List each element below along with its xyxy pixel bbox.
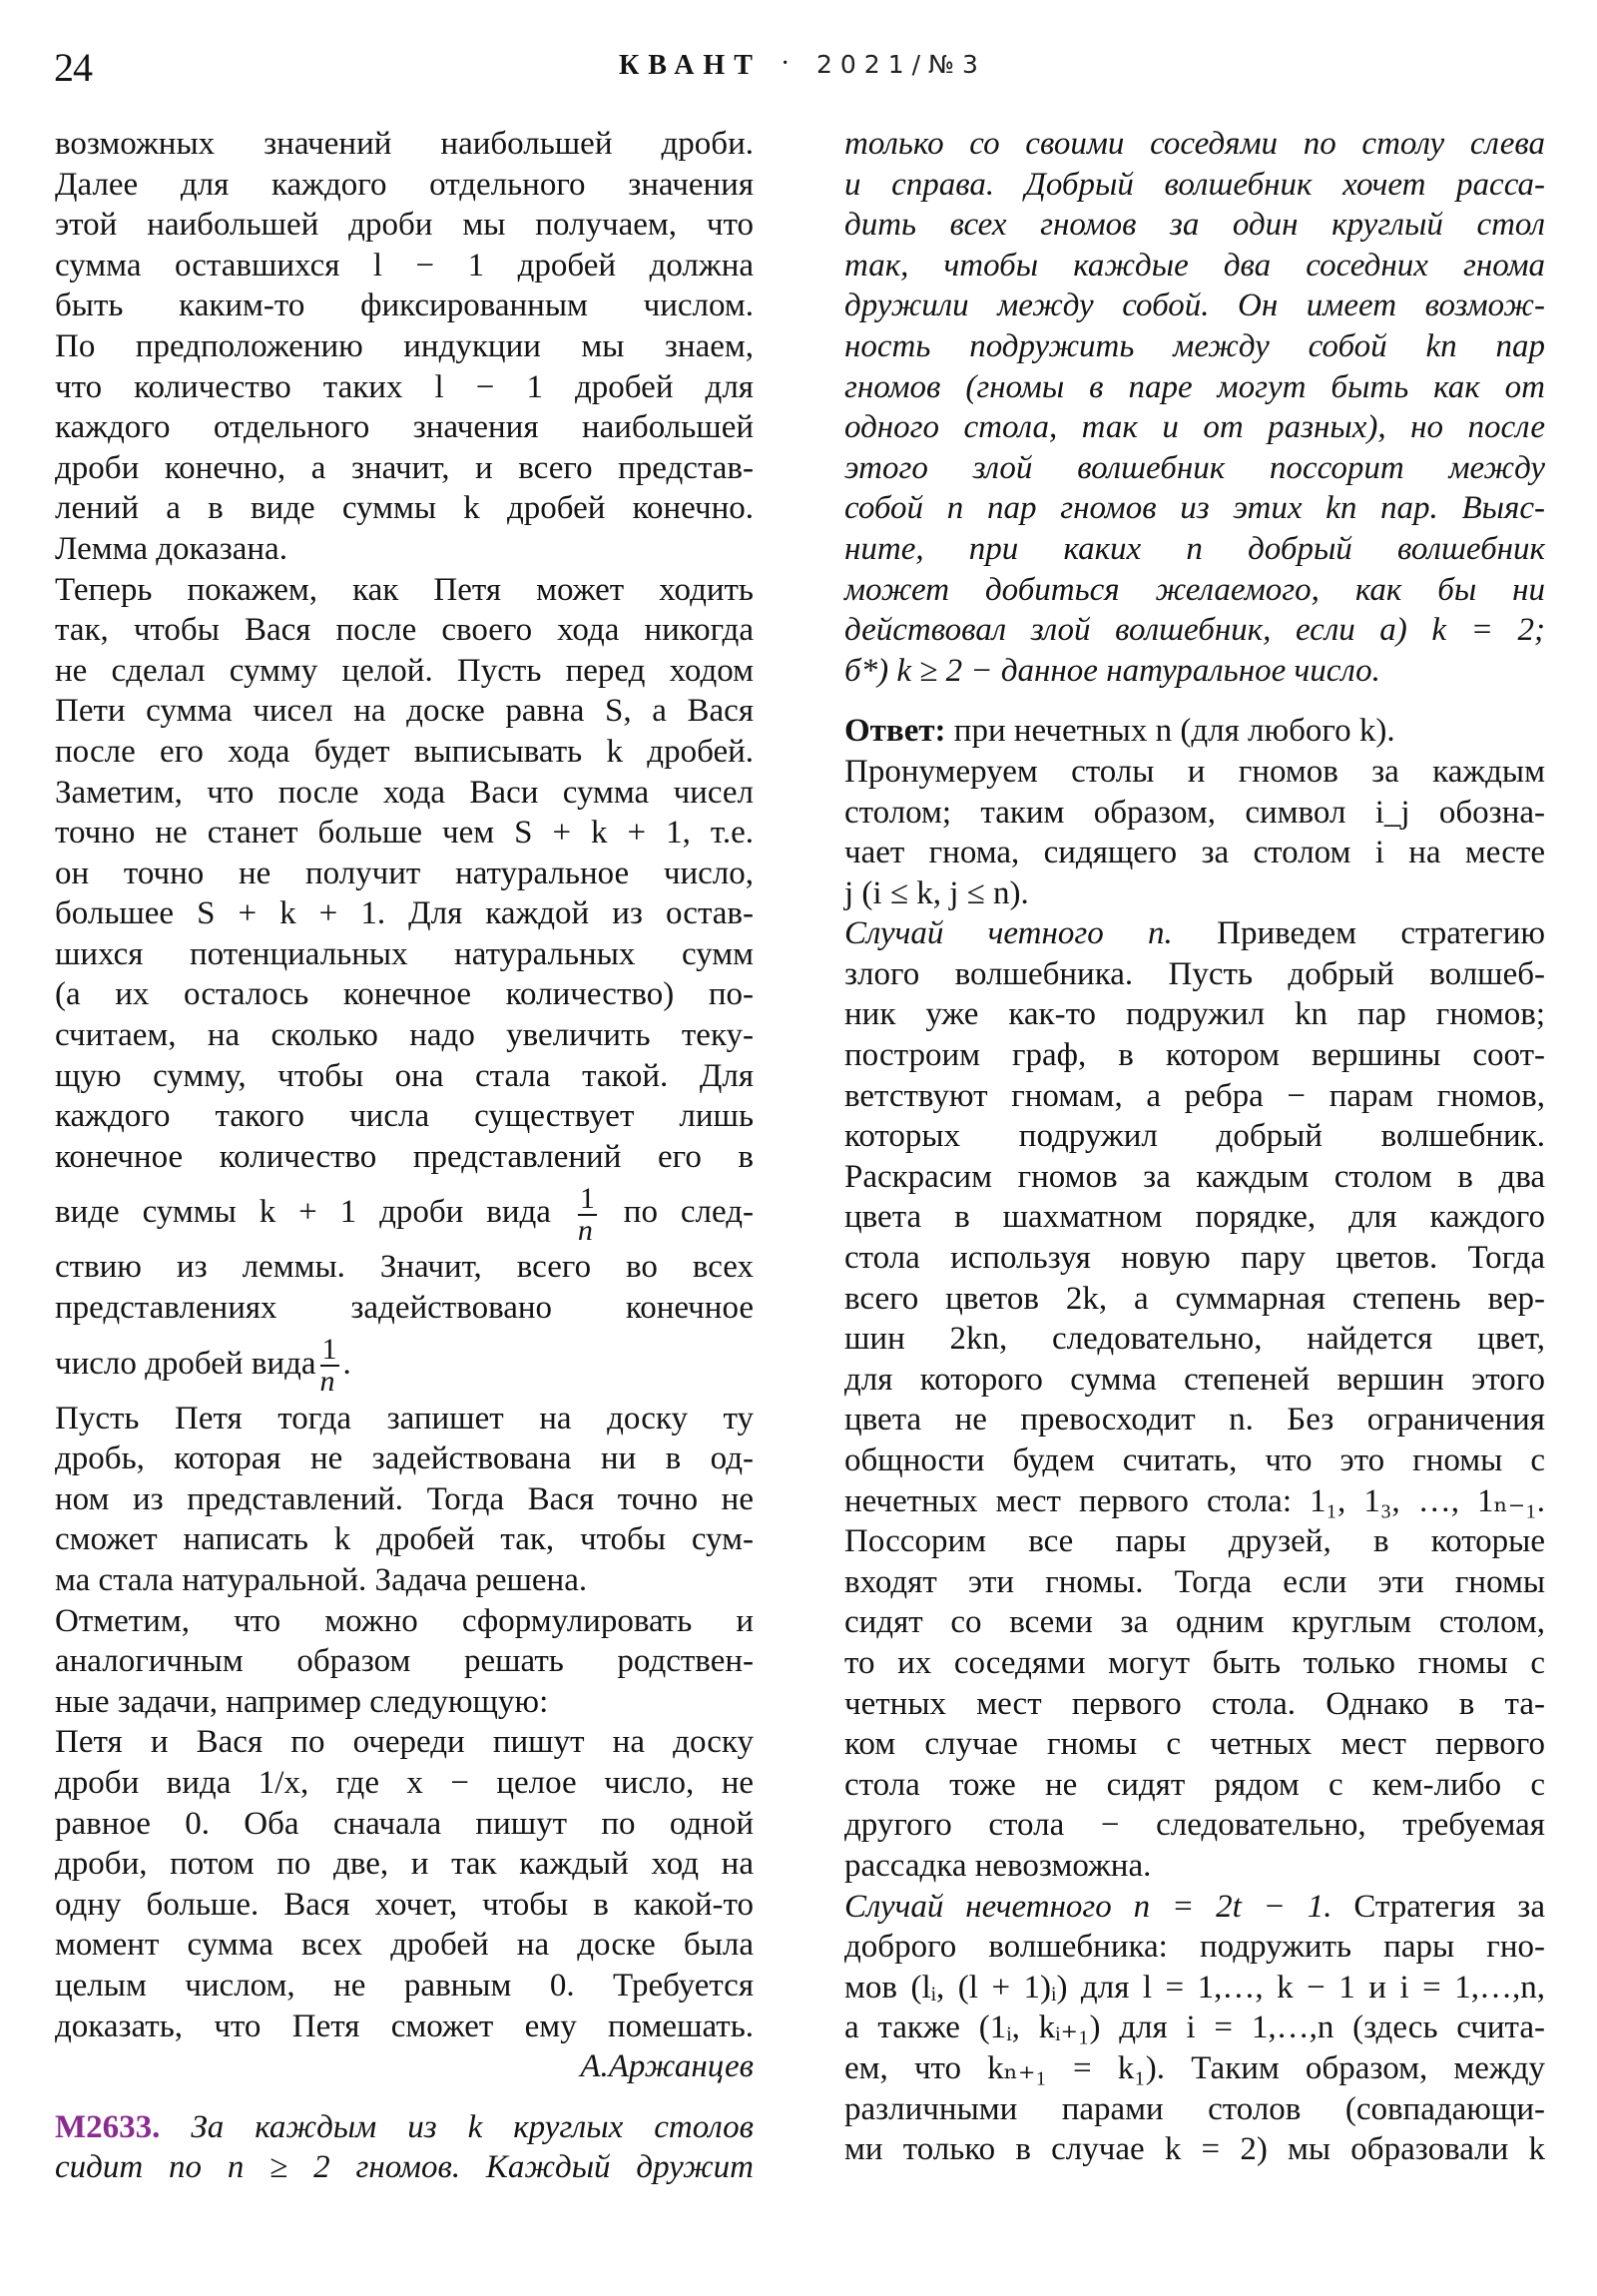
even-case-conclusion: рассадка невозможна. [844,1847,1152,1884]
text-line: точно не станет больше чем S + k + 1, т.е. [55,815,754,852]
text-line: что количество таких l − 1 дробей для [55,368,754,405]
text-line: сумма оставшихся l − 1 дробей должна [55,247,754,284]
text-line: доброго волшебника: подружить пары гно- [844,1929,1545,1966]
text-line: он точно не получит натуральное число, [55,855,754,891]
text-line: после его хода будет выписывать k дробей. [55,733,754,770]
text-line: представлениях задействовано конечное [55,1290,754,1327]
text-line: то их соседями могут быть только гномы с [844,1644,1545,1681]
lemma-conclusion: Лемма доказана. [55,530,287,567]
text-line: (а их осталось конечное количество) по- [55,976,754,1013]
text-line: построим граф, в котором вершины соот- [844,1037,1545,1074]
text-line: Пети сумма чисел на доске равна S, а Вася [55,693,754,730]
text-line: лений a в виде суммы k дробей конечно. [55,490,754,527]
solution-conclusion: ма стала натуральной. Задача решена. [55,1562,588,1598]
related-problem-text [55,1722,754,2046]
fraction-line-2 [55,1329,754,1399]
text-line: гномов (гномы в паре могут быть как от [844,368,1545,405]
text-line: только со своими соседями по столу слева [844,126,1545,162]
text-line: цвета в шахматном порядке, для каждого [844,1199,1545,1236]
answer-line [844,711,1545,752]
text-line: другого стола − следовательно, требуемая [844,1807,1545,1844]
text-line: дроби конечно, а значит, и всего представ- [55,449,754,486]
remark-intro: ные задачи, например следующую: [55,1683,549,1720]
text-line: считаем, на сколько надо увеличить теку- [55,1017,754,1054]
text-line: дробь, которая не задействована ни в од- [55,1440,754,1477]
text-line: всего цветов 2k, а суммарная степень вер- [844,1280,1545,1317]
problem-statement-continued [844,124,1545,651]
text-line: сидят со всеми за одним круглым столом, [844,1604,1545,1641]
left-column [55,124,754,2188]
problem-id: М2633. [55,2108,161,2145]
text-line: ветствуют гномам, а ребра − парам гномов, [844,1077,1545,1114]
text-line: большее S + k + 1. Для каждой из остав- [55,895,754,932]
page-number: 24 [54,45,92,90]
text-line: цвета не превосходит n. Без ограничения [844,1402,1545,1438]
answer-label: Ответ: [844,713,946,750]
text-line: Поссорим все пары друзей, в которые [844,1523,1545,1560]
text-line: и справа. Добрый волшебник хочет расса- [844,166,1545,203]
odd-case-heading: Случай нечетного n = 2t − 1. Стратегия за [844,1888,1545,1925]
text-line: дроби вида 1/x, где x − целое число, не [55,1764,754,1801]
text-line: действовал злой волшебник, если а) k = 2; [844,612,1545,649]
text-line: возможных значений наибольшей дроби. [55,126,754,162]
text-line: ность подружить между собой kn пар [844,327,1545,364]
text-line: четных мест первого стола. Однако в та- [844,1685,1545,1722]
index-range: j (i ≤ k, j ≤ n). [844,874,1029,911]
lemma-proof-text [55,124,754,529]
problem-statement-line-2: сидит по n ≥ 2 гномов. Каждый дружит [55,2149,754,2186]
text-line: одну больше. Вася хочет, чтобы в какой-то [55,1886,754,1923]
petya-move-text [55,1399,754,1560]
fraction-line-1 [55,1177,754,1247]
text-line: стола используя новую пару цветов. Тогда [844,1240,1545,1277]
text-line: целым числом, не равным 0. Требуется [55,1967,754,2004]
fraction-one-over-n: $\frac{1}{n}$ [319,1333,337,1399]
text-line: Отметим, что можно сформулировать и [55,1602,754,1639]
text-line: шин 2kn, следовательно, найдется цвет, [844,1321,1545,1358]
header-separator: · [781,48,791,79]
text-line: которых подружил добрый волшебник. [844,1118,1545,1155]
even-case-label: Случай четного n. [844,915,1173,952]
text-line: нечетных мест первого стола: 1₁, 1₃, …, 1ₙ₋₁. [844,1482,1545,1519]
text-line: ком случае гномы с четных мест первого [844,1726,1545,1763]
text-line: ните, при каких n добрый волшебник [844,530,1545,567]
journal-title: КВАНТ [619,50,762,81]
text-line: для которого сумма степеней вершин этого [844,1361,1545,1398]
strategy-text [55,570,754,1178]
text-line: По предположению индукции мы знаем, [55,327,754,364]
text-line: злого волшебника. Пусть добрый волшеб- [844,955,1545,992]
fraction-line-2-after: . [342,1345,351,1382]
text-line: Теперь покажем, как Петя может ходить [55,571,754,608]
even-case-text [844,954,1545,1846]
consequence-text [55,1247,754,1328]
problem-statement-last: б*) k ≥ 2 − данное натуральное число. [844,652,1380,689]
text-line: ми только в случае k = 2) мы образовали k [844,2131,1545,2168]
fraction-line-1-after: по след- [623,1194,754,1231]
text-line: доказать, что Петя сможет ему помешать. [55,2008,754,2044]
text-line: ном из представлений. Тогда Вася точно не [55,1480,754,1517]
remark-text [55,1601,754,1682]
text-line: дроби, потом по две, и так каждый ход на [55,1846,754,1883]
text-line: собой n пар гномов из этих kn пар. Выяс- [844,490,1545,527]
text-line: конечное количество представлений его в [55,1138,754,1175]
text-line: различными парами столов (совпадающи- [844,2090,1545,2127]
text-line: Далее для каждого отдельного значения [55,166,754,203]
text-line: Петя и Вася по очереди пишут на доску [55,1724,754,1761]
fraction-line-1-before: виде суммы k + 1 дроби вида [55,1194,551,1231]
text-line: не сделал сумму целой. Пусть перед ходом [55,652,754,689]
text-line: столом; таким образом, символ i_j обозна- [844,794,1545,831]
text-line: одного стола, так и от разных), но после [844,409,1545,446]
text-line: ник уже как-то подружил kn пар гномов; [844,996,1545,1033]
text-line: равное 0. Оба сначала пишут по одной [55,1805,754,1842]
text-line: Раскрасим гномов за каждым столом в два [844,1158,1545,1195]
text-line: общности будем считать, что это гномы с [844,1442,1545,1478]
text-line: ствию из леммы. Значит, всего во всех [55,1249,754,1286]
text-line: этой наибольшей дроби мы получаем, что [55,207,754,244]
text-line: а также (1ᵢ, kᵢ₊₁) для i = 1,…,n (здесь счита- [844,2009,1545,2046]
issue-number: 2021/№3 [816,50,986,79]
numbering-text [844,752,1545,873]
problem-statement-line-1: М2633. За каждым из k круглых столов [55,2108,754,2145]
text-line: так, чтобы Вася после своего хода никогда [55,612,754,649]
text-line: аналогичным образом решать родствен- [55,1643,754,1680]
text-line: чает гнома, сидящего за столом i на месте [844,835,1545,871]
fraction-one-over-n: $\frac{1}{n}$ [577,1181,595,1247]
odd-case-label: Случай нечетного n = 2t − 1. [844,1888,1332,1925]
text-line: этого злой волшебник поссорит между [844,449,1545,486]
text-line: Пронумеруем столы и гномов за каждым [844,753,1545,790]
text-line: входят эти гномы. Тогда если эти гномы [844,1563,1545,1600]
text-line: так, чтобы каждые два соседних гнома [844,247,1545,284]
text-line: ем, что kₙ₊₁ = k₁). Таким образом, между [844,2049,1545,2086]
answer-text: при нечетных n (для любого k). [953,713,1395,750]
text-line: может добиться желаемого, как бы ни [844,571,1545,608]
text-line: каждого отдельного значения наибольшей [55,409,754,446]
text-line: Пусть Петя тогда запишет на доску ту [55,1400,754,1436]
text-line: дружили между собой. Он имеет возмож- [844,287,1545,324]
right-column [844,124,1545,2170]
text-line: мов (lᵢ, (l + 1)ᵢ) для l = 1,…, k − 1 и i = 1,…,n, [844,1969,1545,2006]
odd-case-text [844,1927,1545,2170]
text-line: дить всех гномов за один круглый стол [844,207,1545,244]
text-line: сможет написать k дробей так, чтобы сум- [55,1521,754,1558]
text-line: момент сумма всех дробей на доске была [55,1927,754,1964]
text-line: Заметим, что после хода Васи сумма чисел [55,774,754,811]
page-header [0,38,1597,88]
fraction-line-2-before: число дробей вида [55,1345,316,1382]
text-line: стола тоже не сидят рядом с кем-либо с [844,1766,1545,1803]
text-line: быть каким-то фиксированным числом. [55,287,754,324]
even-case-heading: Случай четного n. Приведем стратегию [844,915,1546,952]
text-line: шихся потенциальных натуральных сумм [55,935,754,972]
author-name: А.Аржанцев [580,2048,754,2085]
text-line: щую сумму, чтобы она стала такой. Для [55,1057,754,1094]
text-line: каждого такого числа существует лишь [55,1098,754,1135]
